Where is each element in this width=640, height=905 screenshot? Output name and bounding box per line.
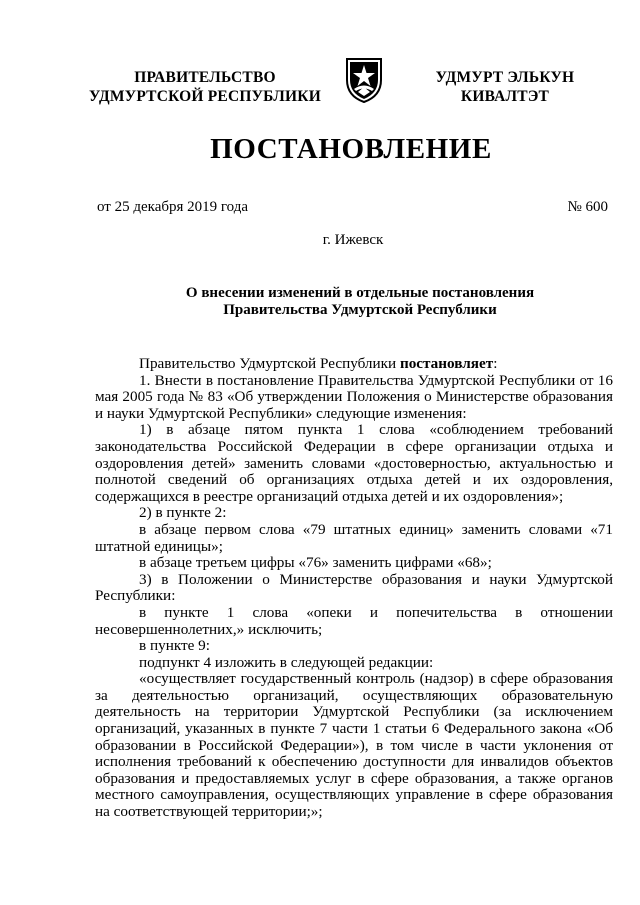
body-paragraph: в пункте 1 слова «опеки и попечительства в отношении несовершеннолетних,» исключить; (95, 603, 613, 638)
document-city: г. Ижевск (322, 232, 384, 248)
intro-text: Правительство Удмуртской Республики (139, 355, 400, 372)
document-body (95, 356, 613, 821)
subject-line1: О внесении изменений в отдельные постановления (185, 285, 535, 301)
header-left-line1: ПРАВИТЕЛЬСТВО (134, 69, 276, 86)
document-number: № 600 (567, 199, 608, 215)
header-right-line2: КИВАЛТЭТ (460, 88, 550, 105)
body-paragraph: 1. Внести в постановление Правительства Удмуртской Республики от 16 мая 2005 года № 83 «Об утверждении Положения о Министерстве образования и науки Удмуртской Республики» следующие изменения: (95, 371, 613, 422)
body-paragraph: в абзаце первом слова «79 штатных единиц» заменить словами «71 штатной единицы»; (95, 520, 613, 555)
government-name-russian (88, 68, 322, 106)
body-paragraph: «осуществляет государственный контроль (надзор) в сфере образования за деятельностью организаций, осуществляющих образовательную деятельность на территории Удмуртской Республики (за исключением организаций, указанных в пункте 7 части 1 статьи 6 Федерального закона «Об образовании в Российской Федерации»), в том числе в части уклонения от исполнения требований к обеспечению доступности для инвалидов объектов образования и предоставляемых услуг в сфере образования, а также органов местного самоуправления, осуществляющих управление в сфере образования на соответствующей территории;»; (95, 670, 613, 821)
document-date: от 25 декабря 2019 года (97, 199, 249, 215)
header-right-line1: УДМУРТ ЭЛЬКУН (435, 69, 575, 86)
intro-paragraph (95, 356, 613, 373)
body-paragraph: подпункт 4 изложить в следующей редакции: (139, 653, 434, 671)
body-paragraph: 2) в пункте 2: (139, 504, 227, 522)
header-left-line2: УДМУРТСКОЙ РЕСПУБЛИКИ (89, 88, 321, 105)
body-paragraph: 3) в Положении о Министерстве образования и науки Удмуртской Республики: (95, 570, 613, 605)
intro-colon: : (493, 355, 498, 372)
government-name-udmurt (430, 68, 580, 106)
intro-verb: постановляет (399, 355, 494, 372)
udmurtia-coat-of-arms-icon (344, 56, 384, 104)
document-title: ПОСТАНОВЛЕНИЕ (210, 133, 492, 165)
body-paragraph: в пункте 9: (139, 637, 210, 655)
document-subject (150, 285, 570, 319)
body-paragraph: 1) в абзаце пятом пункта 1 слова «соблюдением требований законодательства Российской Федерации в сфере организации отдыха и оздоровления детей» заменить словами «достоверностью, актуальностью и полнотой сведений об организациях отдыха детей и их оздоровления, содержащихся в реестре организаций отдыха детей и их оздоровления»; (95, 421, 613, 505)
subject-line2: Правительства Удмуртской Республики (223, 302, 497, 318)
body-paragraph: в абзаце третьем цифры «76» заменить цифрами «68»; (139, 554, 492, 572)
